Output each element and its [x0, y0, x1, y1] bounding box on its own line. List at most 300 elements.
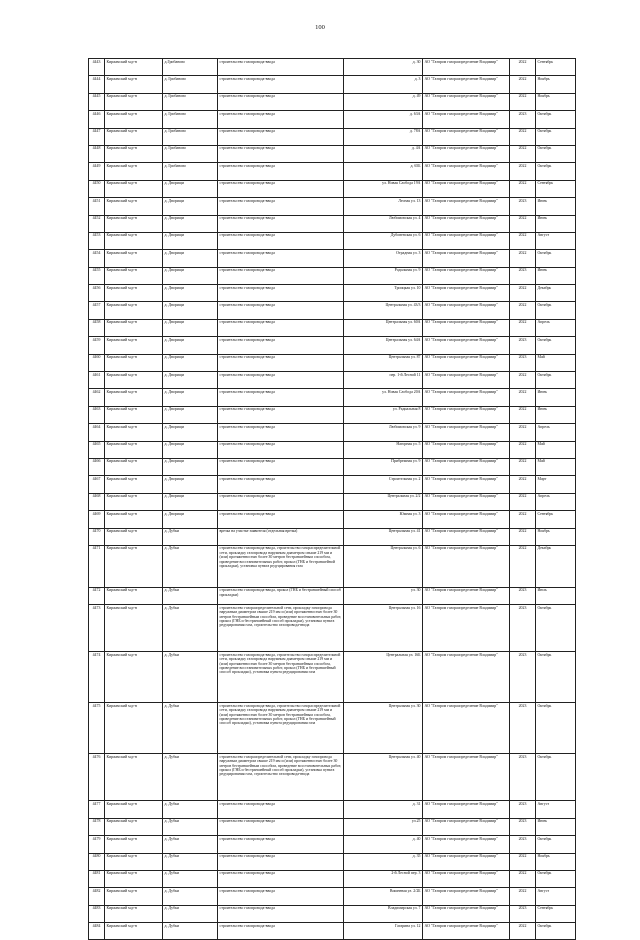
month-cell: Июнь: [536, 406, 576, 423]
month-cell: Октябрь: [536, 754, 576, 801]
row-number-cell: 4450: [89, 180, 105, 197]
district-cell: Киржачский м.р-н: [105, 703, 163, 754]
month-cell: Октябрь: [536, 703, 576, 754]
settlement-cell: д. Дворищи: [163, 337, 218, 354]
table-row: [89, 250, 576, 267]
district-cell: Киржачский м.р-н: [105, 372, 163, 389]
work-type-cell: строительство газопровода-ввода: [218, 818, 344, 835]
table-row: [89, 853, 576, 870]
year-cell: 2023: [510, 605, 536, 652]
address-cell: Гагарина ул. 12: [344, 923, 423, 940]
row-number-cell: 4461: [89, 372, 105, 389]
year-cell: 2023: [510, 267, 536, 284]
settlement-cell: д. Дубки: [163, 870, 218, 887]
organization-cell: АО "Газпром газораспределение Владимир": [423, 250, 510, 267]
table-row: [89, 372, 576, 389]
month-cell: Июнь: [536, 818, 576, 835]
month-cell: Октябрь: [536, 372, 576, 389]
month-cell: Июнь: [536, 389, 576, 406]
district-cell: Киржачский м.р-н: [105, 545, 163, 587]
row-number-cell: 4482: [89, 888, 105, 905]
organization-cell: АО "Газпром газораспределение Владимир": [423, 145, 510, 162]
settlement-cell: д. Дворищи: [163, 232, 218, 249]
table-row: [89, 215, 576, 232]
work-type-cell: строительство газопровода-ввода: [218, 215, 344, 232]
work-type-cell: врезка на участке заявителя (отдельная врезка): [218, 528, 344, 545]
organization-cell: АО "Газпром газораспределение Владимир": [423, 406, 510, 423]
work-type-cell: строительство газопровода-ввода, строительство газораспределительной сети, прокладку газопровода наружным диаметром свыше 219 мм и (или) протяженностью более 30 метров бестраншейным способом, проведение восстановительных работ, прокол (ГНБ и бестраншейный способ прокладки), установка пункта редуцирования газа: [218, 652, 344, 703]
address-cell: Центральная ул. 41: [344, 528, 423, 545]
district-cell: Киржачский м.р-н: [105, 337, 163, 354]
row-number-cell: 4483: [89, 905, 105, 922]
organization-cell: АО "Газпром газораспределение Владимир": [423, 511, 510, 528]
month-cell: Сентябрь: [536, 511, 576, 528]
address-cell: д. 65Б: [344, 163, 423, 180]
district-cell: Киржачский м.р-н: [105, 587, 163, 604]
table-row: [89, 511, 576, 528]
work-type-cell: строительство газопровода-ввода: [218, 853, 344, 870]
month-cell: Октябрь: [536, 111, 576, 128]
year-cell: 2023: [510, 652, 536, 703]
settlement-cell: д. Грибаново: [163, 93, 218, 110]
row-number-cell: 4460: [89, 354, 105, 371]
month-cell: Июнь: [536, 198, 576, 215]
settlement-cell: д. Дворищи: [163, 372, 218, 389]
work-type-cell: строительство газопровода-ввода: [218, 836, 344, 853]
district-cell: Киржачский м.р-н: [105, 232, 163, 249]
year-cell: 2022: [510, 302, 536, 319]
organization-cell: АО "Газпром газораспределение Владимир": [423, 605, 510, 652]
row-number-cell: 4467: [89, 476, 105, 493]
table-row: [89, 870, 576, 887]
district-cell: Киржачский м.р-н: [105, 528, 163, 545]
row-number-cell: 4447: [89, 128, 105, 145]
row-number-cell: 4468: [89, 493, 105, 510]
row-number-cell: 4462: [89, 389, 105, 406]
table-row: [89, 605, 576, 652]
district-cell: Киржачский м.р-н: [105, 319, 163, 336]
organization-cell: АО "Газпром газораспределение Владимир": [423, 389, 510, 406]
district-cell: Киржачский м.р-н: [105, 818, 163, 835]
work-type-cell: строительство газопровода-ввода: [218, 801, 344, 818]
year-cell: 2022: [510, 476, 536, 493]
organization-cell: АО "Газпром газораспределение Владимир": [423, 267, 510, 284]
year-cell: 2023: [510, 703, 536, 754]
settlement-cell: д.Грибаново: [163, 59, 218, 76]
work-type-cell: строительство газопровода-ввода: [218, 232, 344, 249]
row-number-cell: 4456: [89, 285, 105, 302]
work-type-cell: строительство газопровода-ввода: [218, 424, 344, 441]
work-type-cell: строительство газопровода-ввода: [218, 476, 344, 493]
address-cell: Южная ул. 3: [344, 511, 423, 528]
work-type-cell: строительство газораспределительной сети, прокладку газопровода наружным диаметром свыше 219 мм и (или) протяженностью более 30 метров бестраншейным способом, проведение восстановительных работ, прокол (ГНБ и бестраншейный способ прокладки), установка пункта редуцирования газа, строительство газопровода-ввода: [218, 754, 344, 801]
row-number-cell: 4478: [89, 818, 105, 835]
settlement-cell: д. Дворищи: [163, 250, 218, 267]
work-type-cell: строительство газопровода-ввода: [218, 354, 344, 371]
district-cell: Киржачский м.р-н: [105, 888, 163, 905]
year-cell: 2022: [510, 180, 536, 197]
year-cell: 2022: [510, 888, 536, 905]
month-cell: Апрель: [536, 493, 576, 510]
table-row: [89, 528, 576, 545]
row-number-cell: 4449: [89, 163, 105, 180]
organization-cell: АО "Газпром газораспределение Владимир": [423, 232, 510, 249]
work-type-cell: строительство газопровода-ввода: [218, 93, 344, 110]
month-cell: Ноябрь: [536, 93, 576, 110]
row-number-cell: 4454: [89, 250, 105, 267]
district-cell: Киржачский м.р-н: [105, 163, 163, 180]
organization-cell: АО "Газпром газораспределение Владимир": [423, 76, 510, 93]
settlement-cell: д. Дубки: [163, 923, 218, 940]
district-cell: Киржачский м.р-н: [105, 215, 163, 232]
district-cell: Киржачский м.р-н: [105, 59, 163, 76]
table-row: [89, 754, 576, 801]
table-row: [89, 441, 576, 458]
year-cell: 2022: [510, 406, 536, 423]
year-cell: 2022: [510, 285, 536, 302]
address-cell: Любимовская ул. 4: [344, 215, 423, 232]
organization-cell: АО "Газпром газораспределение Владимир": [423, 528, 510, 545]
table-row: [89, 801, 576, 818]
address-cell: Вишневая ул. 2/2Б: [344, 888, 423, 905]
work-type-cell: строительство газопровода-ввода: [218, 337, 344, 354]
settlement-cell: д. Дворищи: [163, 493, 218, 510]
settlement-cell: д. Дворищи: [163, 476, 218, 493]
settlement-cell: д. Дубки: [163, 587, 218, 604]
organization-cell: АО "Газпром газораспределение Владимир": [423, 587, 510, 604]
address-cell: д. 63А: [344, 111, 423, 128]
organization-cell: АО "Газпром газораспределение Владимир": [423, 870, 510, 887]
row-number-cell: 4464: [89, 424, 105, 441]
year-cell: 2022: [510, 528, 536, 545]
row-number-cell: 4473: [89, 605, 105, 652]
year-cell: 2023: [510, 836, 536, 853]
work-type-cell: строительство газопровода-ввода: [218, 389, 344, 406]
gasification-table: [88, 58, 576, 940]
row-number-cell: 4444: [89, 76, 105, 93]
work-type-cell: строительство газопровода-ввода: [218, 406, 344, 423]
address-cell: ул. Новая Слобода 20А: [344, 389, 423, 406]
organization-cell: АО "Газпром газораспределение Владимир": [423, 198, 510, 215]
organization-cell: АО "Газпром газораспределение Владимир": [423, 905, 510, 922]
address-cell: д. 40: [344, 836, 423, 853]
organization-cell: АО "Газпром газораспределение Владимир": [423, 59, 510, 76]
month-cell: Декабрь: [536, 545, 576, 587]
table-row: [89, 337, 576, 354]
settlement-cell: д. Дворищи: [163, 198, 218, 215]
organization-cell: АО "Газпром газораспределение Владимир": [423, 285, 510, 302]
settlement-cell: д. Дубки: [163, 836, 218, 853]
district-cell: Киржачский м.р-н: [105, 754, 163, 801]
table-row: [89, 458, 576, 475]
settlement-cell: д. Дубки: [163, 754, 218, 801]
table-row: [89, 476, 576, 493]
month-cell: Октябрь: [536, 302, 576, 319]
year-cell: 2022: [510, 319, 536, 336]
district-cell: Киржачский м.р-н: [105, 441, 163, 458]
work-type-cell: строительство газопровода-ввода: [218, 128, 344, 145]
address-cell: д. 30: [344, 59, 423, 76]
address-cell: д. 78А: [344, 128, 423, 145]
year-cell: 2022: [510, 493, 536, 510]
organization-cell: АО "Газпром газораспределение Владимир": [423, 180, 510, 197]
year-cell: 2023: [510, 354, 536, 371]
row-number-cell: 4472: [89, 587, 105, 604]
organization-cell: АО "Газпром газораспределение Владимир": [423, 372, 510, 389]
work-type-cell: строительство газопровода-ввода: [218, 319, 344, 336]
district-cell: Киржачский м.р-н: [105, 285, 163, 302]
organization-cell: АО "Газпром газораспределение Владимир": [423, 163, 510, 180]
row-number-cell: 4463: [89, 406, 105, 423]
address-cell: д. 3: [344, 76, 423, 93]
organization-cell: АО "Газпром газораспределение Владимир": [423, 652, 510, 703]
row-number-cell: 4471: [89, 545, 105, 587]
year-cell: 2022: [510, 389, 536, 406]
year-cell: 2023: [510, 198, 536, 215]
settlement-cell: д. Дубки: [163, 528, 218, 545]
district-cell: Киржачский м.р-н: [105, 424, 163, 441]
row-number-cell: 4458: [89, 319, 105, 336]
month-cell: Июнь: [536, 267, 576, 284]
table-row: [89, 888, 576, 905]
row-number-cell: 4474: [89, 652, 105, 703]
address-cell: ул. Новая Слобода 19А: [344, 180, 423, 197]
settlement-cell: д. Дубки: [163, 818, 218, 835]
address-cell: ул.25: [344, 818, 423, 835]
table-row: [89, 836, 576, 853]
address-cell: Троицкая ул. 10: [344, 285, 423, 302]
settlement-cell: д. Дубки: [163, 605, 218, 652]
table-row: [89, 424, 576, 441]
address-cell: Центральная ул. 16: [344, 605, 423, 652]
organization-cell: АО "Газпром газораспределение Владимир": [423, 354, 510, 371]
settlement-cell: д. Грибаново: [163, 111, 218, 128]
year-cell: 2023: [510, 801, 536, 818]
year-cell: 2022: [510, 441, 536, 458]
month-cell: Апрель: [536, 424, 576, 441]
month-cell: Октябрь: [536, 337, 576, 354]
address-cell: д. 4А: [344, 145, 423, 162]
month-cell: Октябрь: [536, 145, 576, 162]
organization-cell: АО "Газпром газораспределение Владимир": [423, 215, 510, 232]
year-cell: 2022: [510, 511, 536, 528]
month-cell: Октябрь: [536, 128, 576, 145]
row-number-cell: 4484: [89, 923, 105, 940]
table-row: [89, 302, 576, 319]
district-cell: Киржачский м.р-н: [105, 389, 163, 406]
page-number: 100: [315, 24, 325, 31]
table-row: [89, 198, 576, 215]
district-cell: Киржачский м.р-н: [105, 836, 163, 853]
work-type-cell: строительство газопровода-ввода: [218, 870, 344, 887]
work-type-cell: строительство газопровода-ввода: [218, 59, 344, 76]
district-cell: Киржачский м.р-н: [105, 198, 163, 215]
settlement-cell: д. Грибаново: [163, 163, 218, 180]
district-cell: Киржачский м.р-н: [105, 250, 163, 267]
year-cell: 2023: [510, 754, 536, 801]
organization-cell: АО "Газпром газораспределение Владимир": [423, 302, 510, 319]
year-cell: 2023: [510, 111, 536, 128]
organization-cell: АО "Газпром газораспределение Владимир": [423, 801, 510, 818]
month-cell: Июль: [536, 587, 576, 604]
address-cell: пер. 1-й Лесной 11: [344, 372, 423, 389]
settlement-cell: д. Дубки: [163, 853, 218, 870]
month-cell: Март: [536, 476, 576, 493]
work-type-cell: строительство газораспределительной сети, прокладку газопровода наружным диаметром свыше 219 мм и (или) протяженностью более 30 метров бестраншейным способом, проведение восстановительных работ, прокол (ГНБ и бестраншейный способ прокладки), установка пункта редуцирования газа, строительство газопровода-ввода: [218, 605, 344, 652]
address-cell: ул. 30: [344, 587, 423, 604]
settlement-cell: д. Дворищи: [163, 458, 218, 475]
address-cell: Центральная ул. 87: [344, 354, 423, 371]
organization-cell: АО "Газпром газораспределение Владимир": [423, 424, 510, 441]
year-cell: 2022: [510, 458, 536, 475]
month-cell: Ноябрь: [536, 528, 576, 545]
district-cell: Киржачский м.р-н: [105, 801, 163, 818]
district-cell: Киржачский м.р-н: [105, 267, 163, 284]
year-cell: 2022: [510, 163, 536, 180]
table-row: [89, 267, 576, 284]
year-cell: 2022: [510, 424, 536, 441]
settlement-cell: д. Грибаново: [163, 145, 218, 162]
table-row: [89, 545, 576, 587]
year-cell: 2022: [510, 76, 536, 93]
settlement-cell: д. Дворищи: [163, 389, 218, 406]
district-cell: Киржачский м.р-н: [105, 605, 163, 652]
district-cell: Киржачский м.р-н: [105, 111, 163, 128]
table-row: [89, 163, 576, 180]
organization-cell: АО "Газпром газораспределение Владимир": [423, 93, 510, 110]
table-row: [89, 923, 576, 940]
work-type-cell: строительство газопровода-ввода: [218, 198, 344, 215]
district-cell: Киржачский м.р-н: [105, 145, 163, 162]
row-number-cell: 4443: [89, 59, 105, 76]
organization-cell: АО "Газпром газораспределение Владимир": [423, 111, 510, 128]
work-type-cell: строительство газопровода-ввода: [218, 285, 344, 302]
district-cell: Киржачский м.р-н: [105, 476, 163, 493]
table-row: [89, 319, 576, 336]
settlement-cell: д. Дворищи: [163, 511, 218, 528]
district-cell: Киржачский м.р-н: [105, 354, 163, 371]
table-row: [89, 232, 576, 249]
organization-cell: АО "Газпром газораспределение Владимир": [423, 888, 510, 905]
work-type-cell: строительство газопровода-ввода, прокол (ГНБ и бестраншейный способ прокладки): [218, 587, 344, 604]
row-number-cell: 4453: [89, 232, 105, 249]
table-row: [89, 818, 576, 835]
organization-cell: АО "Газпром газораспределение Владимир": [423, 853, 510, 870]
year-cell: 2022: [510, 870, 536, 887]
organization-cell: АО "Газпром газораспределение Владимир": [423, 337, 510, 354]
month-cell: Октябрь: [536, 652, 576, 703]
table-row: [89, 406, 576, 423]
district-cell: Киржачский м.р-н: [105, 923, 163, 940]
address-cell: 2-й Лесной пер. 3: [344, 870, 423, 887]
row-number-cell: 4452: [89, 215, 105, 232]
row-number-cell: 4457: [89, 302, 105, 319]
address-cell: Центральная ул. 64А: [344, 337, 423, 354]
work-type-cell: строительство газопровода-ввода: [218, 267, 344, 284]
row-number-cell: 4476: [89, 754, 105, 801]
settlement-cell: д. Дубки: [163, 652, 218, 703]
month-cell: Сентябрь: [536, 180, 576, 197]
month-cell: Июнь: [536, 215, 576, 232]
year-cell: 2022: [510, 372, 536, 389]
settlement-cell: д. Дворищи: [163, 424, 218, 441]
month-cell: Август: [536, 888, 576, 905]
settlement-cell: д. Дубки: [163, 905, 218, 922]
address-cell: д. 35: [344, 853, 423, 870]
settlement-cell: д. Дубки: [163, 801, 218, 818]
row-number-cell: 4451: [89, 198, 105, 215]
month-cell: Май: [536, 458, 576, 475]
address-cell: Прибрежная ул. 9: [344, 458, 423, 475]
address-cell: Родильная ул. 9: [344, 267, 423, 284]
row-number-cell: 4465: [89, 441, 105, 458]
table-row: [89, 59, 576, 76]
organization-cell: АО "Газпром газораспределение Владимир": [423, 476, 510, 493]
table-row: [89, 145, 576, 162]
work-type-cell: строительство газопровода-ввода: [218, 905, 344, 922]
month-cell: Август: [536, 801, 576, 818]
year-cell: 2022: [510, 59, 536, 76]
month-cell: Сентябрь: [536, 59, 576, 76]
row-number-cell: 4481: [89, 870, 105, 887]
address-cell: Центральная ул. 6: [344, 545, 423, 587]
address-cell: ул. Радиальная 8: [344, 406, 423, 423]
district-cell: Киржачский м.р-н: [105, 302, 163, 319]
row-number-cell: 4470: [89, 528, 105, 545]
table-row: [89, 652, 576, 703]
month-cell: Август: [536, 232, 576, 249]
district-cell: Киржачский м.р-н: [105, 870, 163, 887]
organization-cell: АО "Газпром газораспределение Владимир": [423, 441, 510, 458]
row-number-cell: 4448: [89, 145, 105, 162]
table-row: [89, 111, 576, 128]
month-cell: Октябрь: [536, 250, 576, 267]
work-type-cell: строительство газопровода-ввода: [218, 250, 344, 267]
year-cell: 2022: [510, 250, 536, 267]
year-cell: 2022: [510, 545, 536, 587]
settlement-cell: д. Дворищи: [163, 441, 218, 458]
address-cell: д. 49: [344, 93, 423, 110]
work-type-cell: строительство газопровода-ввода: [218, 923, 344, 940]
settlement-cell: д. Дворищи: [163, 406, 218, 423]
district-cell: Киржачский м.р-н: [105, 180, 163, 197]
year-cell: 2022: [510, 853, 536, 870]
table-row: [89, 93, 576, 110]
work-type-cell: строительство газопровода-ввода: [218, 302, 344, 319]
year-cell: 2022: [510, 145, 536, 162]
settlement-cell: д. Дубки: [163, 888, 218, 905]
year-cell: 2023: [510, 587, 536, 604]
district-cell: Киржачский м.р-н: [105, 511, 163, 528]
table-row: [89, 587, 576, 604]
row-number-cell: 4475: [89, 703, 105, 754]
organization-cell: АО "Газпром газораспределение Владимир": [423, 754, 510, 801]
year-cell: 2023: [510, 905, 536, 922]
row-number-cell: 4459: [89, 337, 105, 354]
year-cell: 2022: [510, 93, 536, 110]
table-row: [89, 493, 576, 510]
month-cell: Апрель: [536, 319, 576, 336]
settlement-cell: д. Дворищи: [163, 215, 218, 232]
district-cell: Киржачский м.р-н: [105, 406, 163, 423]
address-cell: Центральная ул. 43/3: [344, 302, 423, 319]
year-cell: 2022: [510, 215, 536, 232]
organization-cell: АО "Газпром газораспределение Владимир": [423, 703, 510, 754]
work-type-cell: строительство газопровода-ввода: [218, 888, 344, 905]
work-type-cell: строительство газопровода-ввода: [218, 493, 344, 510]
table-row: [89, 128, 576, 145]
month-cell: Октябрь: [536, 163, 576, 180]
